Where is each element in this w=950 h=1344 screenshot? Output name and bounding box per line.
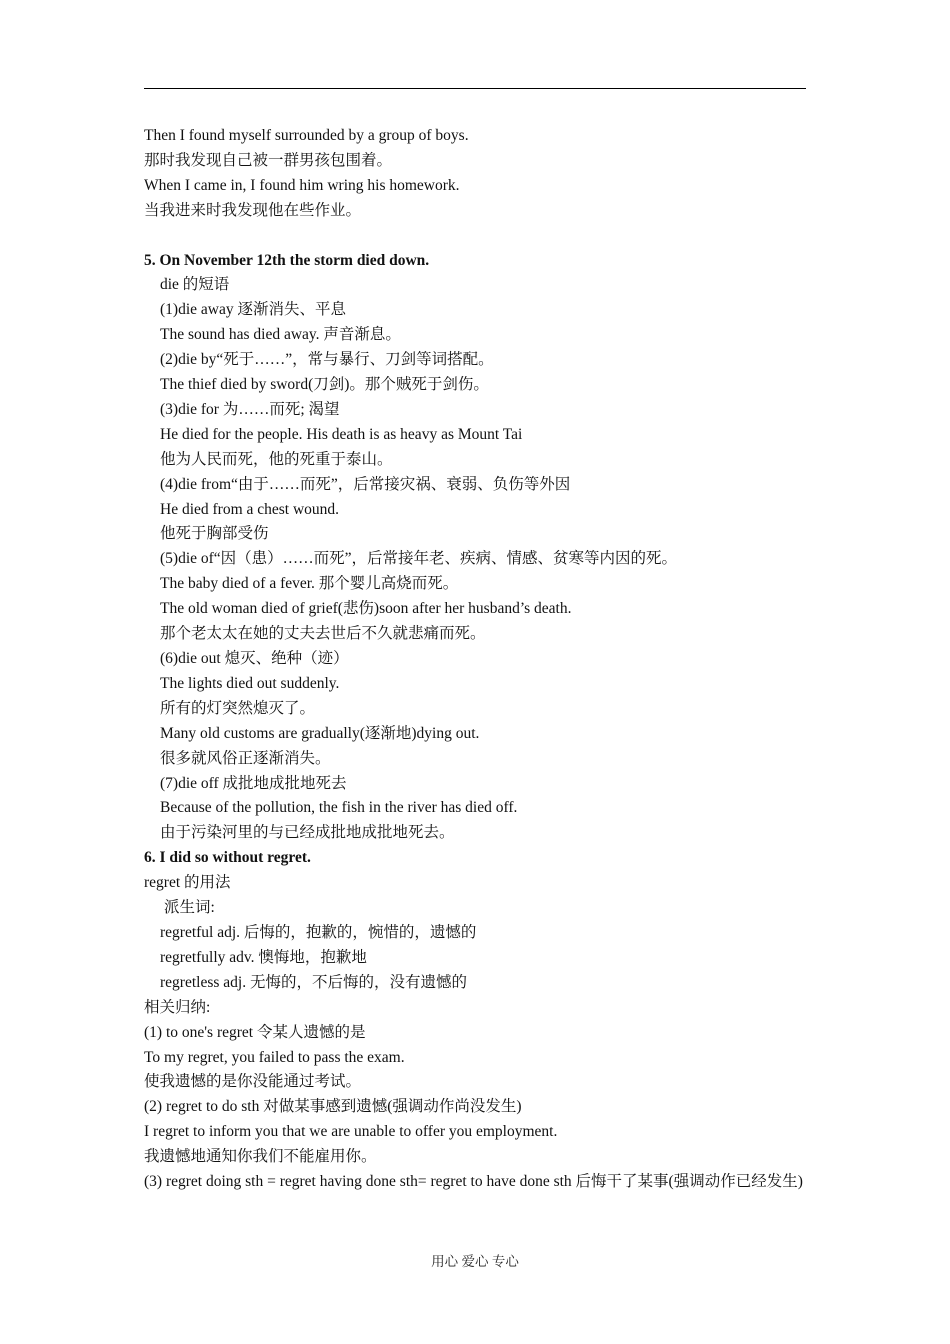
- section-heading: 5. On November 12th the storm died down.: [144, 251, 430, 269]
- text-line: 所有的灯突然熄灭了。: [160, 699, 316, 717]
- text-line: Then I found myself surrounded by a group of boys.: [144, 127, 469, 144]
- text-line: The sound has died away. 声音渐息。: [160, 326, 401, 344]
- text-line: 当我进来时我发现他在些作业。: [144, 201, 362, 219]
- text-line: 由于污染河里的与已经成批地成批地死去。: [160, 824, 455, 842]
- text-line: (2)die by“死于……”，常与暴行、刀剑等词搭配。: [160, 351, 494, 369]
- text-line: die 的短语: [160, 276, 230, 294]
- text-line: I regret to inform you that we are unable to offer you employment.: [144, 1123, 558, 1141]
- text-line: 派生词:: [164, 899, 215, 917]
- text-line: 很多就风俗正逐渐消失。: [160, 749, 331, 767]
- blank-line: [144, 224, 810, 249]
- text-line: 他死于胸部受伤: [160, 525, 269, 543]
- text-line: (1)die away 逐渐消失、平息: [160, 301, 346, 319]
- text-line: The thief died by sword(刀剑)。那个贼死于剑伤。: [160, 376, 489, 394]
- page-footer: 用心 爱心 专心: [431, 1254, 519, 1269]
- text-line: The lights died out suddenly.: [160, 674, 340, 692]
- text-line: (3) regret doing sth = regret having done sth= regret to have done sth 后悔干了某事(强调动作已经发生): [144, 1173, 803, 1191]
- text-line: 那个老太太在她的丈夫去世后不久就悲痛而死。: [160, 625, 486, 643]
- text-line: (4)die from“由于……而死”，后常接灾祸、衰弱、负伤等外因: [160, 475, 571, 493]
- section-heading: 6. I did so without regret.: [144, 849, 311, 867]
- document-body: [144, 124, 810, 1195]
- text-line: The old woman died of grief(悲伤)soon after her husband’s death.: [160, 600, 572, 618]
- text-line: (7)die off 成批地成批地死去: [160, 774, 347, 792]
- text-line: He died from a chest wound.: [160, 500, 340, 518]
- text-line: regretfully adv. 懊悔地，抱歉地: [160, 948, 367, 966]
- text-line: 他为人民而死，他的死重于泰山。: [160, 450, 393, 468]
- text-line: When I came in, I found him wring his homework.: [144, 176, 460, 194]
- text-line: (6)die out 熄灭、绝种（迹）: [160, 650, 349, 668]
- text-line: 我遗憾地通知你我们不能雇用你。: [144, 1148, 377, 1166]
- text-line: 相关归纳:: [144, 998, 211, 1016]
- text-line: (2) regret to do sth 对做某事感到遗憾(强调动作尚没发生): [144, 1098, 522, 1116]
- text-line: He died for the people. His death is as heavy as Mount Tai: [160, 425, 523, 443]
- text-line: (3)die for 为……而死; 渴望: [160, 400, 340, 418]
- header-rule: [144, 88, 806, 89]
- text-line: 那时我发现自己被一群男孩包围着。: [144, 151, 393, 169]
- text-line: The baby died of a fever. 那个婴儿高烧而死。: [160, 575, 459, 593]
- text-line: (1) to one's regret 令某人遗憾的是: [144, 1023, 366, 1041]
- text-line: regretless adj. 无悔的，不后悔的，没有遗憾的: [160, 973, 467, 991]
- text-line: Because of the pollution, the fish in the river has died off.: [160, 799, 518, 817]
- text-line: regret 的用法: [144, 874, 231, 892]
- text-line: 使我遗憾的是你没能通过考试。: [144, 1073, 362, 1091]
- text-line: Many old customs are gradually(逐渐地)dying out.: [160, 724, 480, 742]
- text-line: (5)die of“因（患）……而死”，后常接年老、疾病、情感、贫寒等内因的死。: [160, 550, 678, 568]
- text-line: To my regret, you failed to pass the exam.: [144, 1048, 405, 1066]
- text-line: regretful adj. 后悔的，抱歉的，惋惜的，遗憾的: [160, 923, 477, 941]
